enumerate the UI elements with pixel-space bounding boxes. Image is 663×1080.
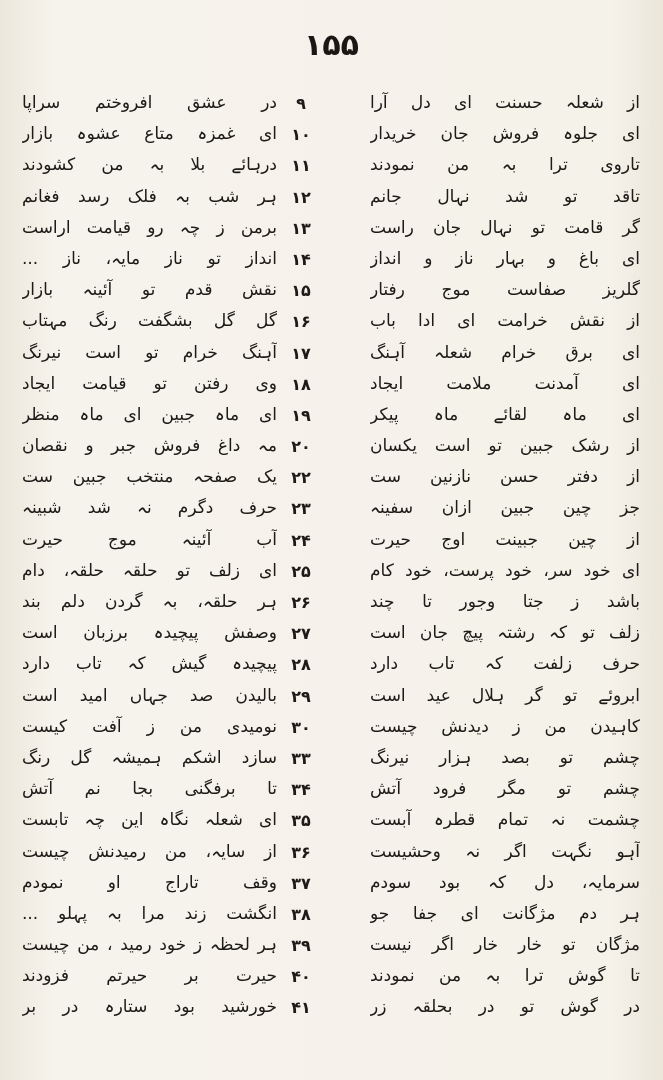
verse-number: ۲۹ <box>291 686 311 706</box>
verse-first-hemistich: ای خود سر، خود پرست، خود کام <box>370 560 640 581</box>
verse-second-hemistich: انداز تو ناز مایہ، ناز ... <box>22 248 277 269</box>
verse-second-hemistich: گل گل بشگفت رنگ مہتاب <box>22 311 277 332</box>
verse-first-hemistich: باشد ز جتا وجور تا چند <box>370 592 640 612</box>
verse-number: ۱۵ <box>291 281 311 301</box>
verse-first-hemistich: چشمت نہ تمام قطرہ آبست <box>370 810 640 831</box>
verse-number: ۳۳ <box>291 748 311 768</box>
verse-row <box>22 837 642 868</box>
verse-row <box>22 493 642 524</box>
verse-first-hemistich: تاقد تو شد نہال جانم <box>370 186 640 207</box>
verse-first-hemistich: از چین جبینت اوج حیرت <box>370 529 640 550</box>
verse-row <box>22 213 642 244</box>
verse-second-hemistich: آہنگ خرام تو است نیرنگ <box>22 342 277 363</box>
verse-row <box>22 369 642 400</box>
verse-number: ۱۷ <box>291 343 311 363</box>
verse-row <box>22 992 642 1023</box>
verse-first-hemistich: سرمایہ، دل کہ بود سودم <box>370 872 640 893</box>
verse-second-hemistich: درہائے بلا بہ من کشودند <box>22 155 277 176</box>
verse-row <box>22 961 642 992</box>
verse-second-hemistich: برمن ز چہ رو قیامت اراست <box>22 217 277 238</box>
verse-number: ۳۷ <box>291 873 311 893</box>
verse-first-hemistich: تاروی ترا بہ من نمودند <box>370 155 640 176</box>
verse-first-hemistich: ابروئے تو گر ہلال عید است <box>370 685 640 706</box>
verse-first-hemistich: ای آمدنت ملامت ایجاد <box>370 373 640 394</box>
verse-row <box>22 774 642 805</box>
verse-row <box>22 805 642 836</box>
verse-number: ۴۱ <box>291 998 311 1018</box>
verse-number: ۱۹ <box>291 405 311 425</box>
verse-first-hemistich: از نقش خرامت ای ادا باب <box>370 311 640 332</box>
verse-second-hemistich: وصفش پیچیدہ برزبان است <box>22 623 277 644</box>
verse-first-hemistich: ای ماہ لقائے ماہ پیکر <box>370 404 640 425</box>
verse-second-hemistich: پیچیدہ گیش کہ تاب دارد <box>22 654 277 675</box>
verse-second-hemistich: انگشت زند مرا بہ پہلو ... <box>22 903 277 924</box>
verse-second-hemistich: حیرت بر حیرتم فزودند <box>22 966 277 987</box>
verse-number: ۲۴ <box>291 530 311 550</box>
verse-row <box>22 618 642 649</box>
verse-first-hemistich: زلف تو کہ رشتہ پیچ جان است <box>370 623 640 644</box>
verse-number: ۱۰ <box>291 125 311 145</box>
verse-second-hemistich: از سایہ، من رمیدنش چیست <box>22 841 277 862</box>
verse-first-hemistich: گر قامت تو نہال جان راست <box>370 217 640 238</box>
verse-row <box>22 525 642 556</box>
verse-second-hemistich: حرف دگرم نہ شد شبینہ <box>22 498 277 519</box>
verse-row <box>22 119 642 150</box>
verse-first-hemistich: ہر دم مژگانت ای جفا جو <box>370 903 640 924</box>
verse-second-hemistich: وی رفتن تو قیامت ایجاد <box>22 373 277 394</box>
verse-number: ۳۸ <box>291 904 311 924</box>
verse-first-hemistich: از دفتر حسن نازنین ست <box>370 467 640 488</box>
verse-number: ۳۴ <box>291 780 311 800</box>
verse-second-hemistich: ای ماہ جبین ای ماہ منظر <box>22 404 277 425</box>
verse-second-hemistich: ہر شب بہ فلک رسد فغانم <box>22 186 277 207</box>
verse-number: ۱۸ <box>291 374 311 394</box>
verse-first-hemistich: کاہیدن من ز دیدنش چیست <box>370 716 640 737</box>
verse-number: ۱۶ <box>291 312 311 332</box>
verse-number: ۲۰ <box>291 437 311 457</box>
verse-second-hemistich: خورشید بود ستارہ در بر <box>22 997 277 1018</box>
verse-number: ۳۶ <box>291 842 311 862</box>
verse-first-hemistich: حرف زلفت کہ تاب دارد <box>370 654 640 675</box>
verse-second-hemistich: ای شعلہ نگاہ این چہ تابست <box>22 810 277 831</box>
verse-number: ۱۲ <box>291 187 311 207</box>
verse-row <box>22 275 642 306</box>
verse-first-hemistich: چشم تو مگر فرود آتش <box>370 779 640 800</box>
verse-row <box>22 649 642 680</box>
verse-row <box>22 930 642 961</box>
verse-first-hemistich: آہو نگہت اگر نہ وحشیست <box>370 841 640 862</box>
verse-second-hemistich: یک صفحہ منتخب جبین ست <box>22 467 277 488</box>
page-number: ۱۵۵ <box>304 28 359 63</box>
verse-number: ۲۳ <box>291 499 311 519</box>
verse-number: ۲۸ <box>291 655 311 675</box>
verse-row <box>22 182 642 213</box>
verse-number: ۲۶ <box>291 593 311 612</box>
verse-second-hemistich: تا برفگنی بجا نم آتش <box>22 779 277 800</box>
verse-number: ۱۱ <box>291 156 311 176</box>
verse-row <box>22 868 642 899</box>
verse-first-hemistich: جز چین جبین ازان سفینہ <box>370 498 640 519</box>
verse-second-hemistich: وقف تاراج او نمودم <box>22 872 277 893</box>
verse-row <box>22 556 642 587</box>
verse-first-hemistich: ای جلوہ فروش جان خریدار <box>370 124 640 145</box>
verse-row <box>22 431 642 462</box>
verse-second-hemistich: سازد اشکم ہمیشہ گل رنگ <box>22 747 277 768</box>
verse-row <box>22 244 642 275</box>
verse-row <box>22 462 642 493</box>
verse-row <box>22 712 642 743</box>
verse-row <box>22 899 642 930</box>
verse-row <box>22 306 642 337</box>
verse-second-hemistich: نقش قدم تو آئینہ بازار <box>22 280 277 301</box>
verse-first-hemistich: از شعلہ حسنت ای دل آرا <box>370 93 640 113</box>
verse-second-hemistich: نومیدی من ز آفت کیست <box>22 716 277 737</box>
verse-number: ۱۴ <box>291 249 311 269</box>
verse-second-hemistich: ای غمزہ متاع عشوہ بازار <box>22 124 277 145</box>
verse-number: ۲۷ <box>291 624 311 644</box>
verse-first-hemistich: چشم تو بصد ہزار نیرنگ <box>370 747 640 768</box>
verse-second-hemistich: ای زلف تو حلقہ حلقہ، دام <box>22 560 277 581</box>
verse-number: ۳۹ <box>291 936 311 956</box>
verse-second-hemistich: در عشق افروختم سراپا <box>22 93 277 113</box>
verse-number: ۳۰ <box>291 717 311 737</box>
verse-list <box>22 88 642 1024</box>
verse-second-hemistich: بالیدن صد جہاں امید است <box>22 685 277 706</box>
verse-first-hemistich: ای باغ و بہار ناز و انداز <box>370 248 640 269</box>
verse-row <box>22 400 642 431</box>
verse-second-hemistich: مہ داغ فروش جبر و نقصان <box>22 436 277 457</box>
verse-first-hemistich: گلریز صفاست موج رفتار <box>370 280 640 301</box>
verse-row <box>22 587 642 618</box>
verse-first-hemistich: ای برق خرام شعلہ آہنگ <box>370 342 640 363</box>
verse-row <box>22 150 642 181</box>
verse-row <box>22 743 642 774</box>
verse-row <box>22 681 642 712</box>
verse-second-hemistich: ہر حلقہ، بہ گردن دلم بند <box>22 592 277 612</box>
verse-first-hemistich: تا گوش ترا بہ من نمودند <box>370 966 640 987</box>
verse-number: ۲۲ <box>291 468 311 488</box>
verse-row <box>22 338 642 369</box>
verse-number: ۹ <box>296 94 306 113</box>
verse-first-hemistich: در گوش تو در بحلقہ زر <box>370 997 640 1018</box>
verse-number: ۳۵ <box>291 811 311 831</box>
verse-number: ۴۰ <box>291 967 311 987</box>
verse-row <box>22 88 642 119</box>
verse-second-hemistich: ہر لحظہ ز خود رمید ، من چیست <box>22 935 277 956</box>
verse-first-hemistich: مژگان تو خار خار اگر نیست <box>370 935 640 956</box>
verse-number: ۲۵ <box>291 561 311 581</box>
verse-number: ۱۳ <box>291 218 311 238</box>
verse-second-hemistich: آب آئینہ موج حیرت <box>22 529 277 550</box>
verse-first-hemistich: از رشک جبین تو است یکسان <box>370 436 640 457</box>
